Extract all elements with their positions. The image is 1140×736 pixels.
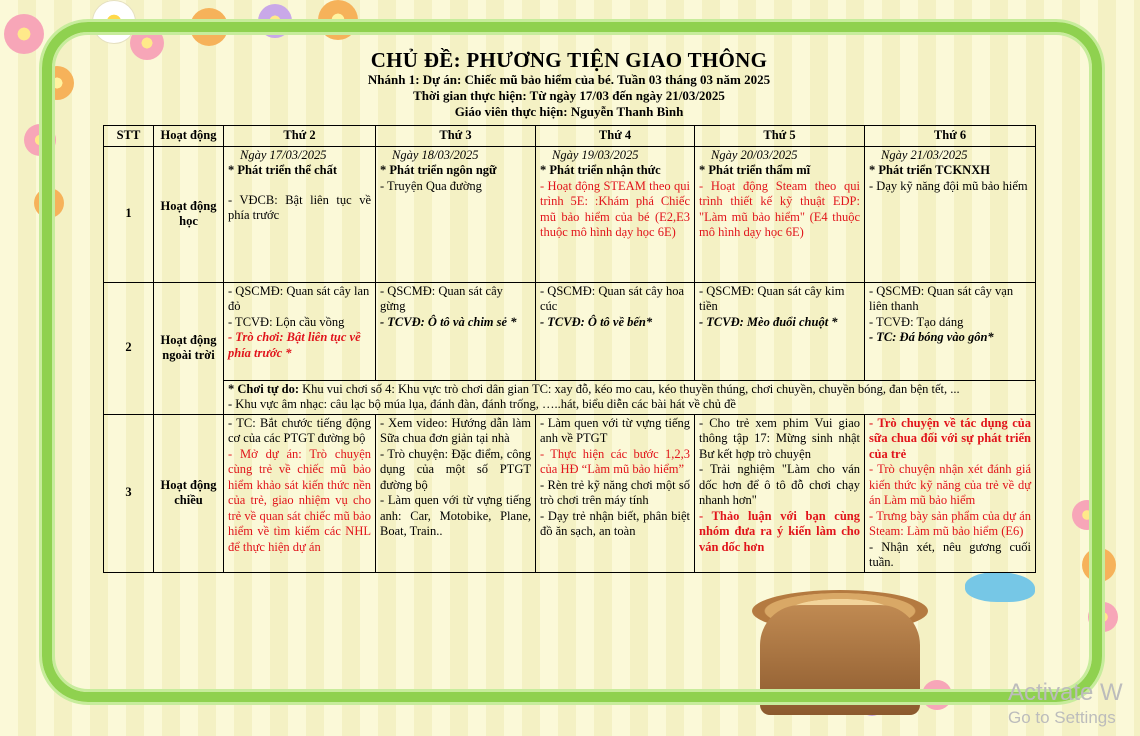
row-activity: Hoạt động học (154, 146, 224, 282)
table-row (104, 146, 1036, 282)
cell-text: - Trưng bày sản phẩm của dự án Steam: Làm mũ bảo hiểm (E6) (869, 508, 1031, 538)
header-tuesday: Thứ 3 (376, 126, 536, 147)
cell-text: - VĐCB: Bật liên tục về phía trước (228, 192, 371, 222)
cell-friday (865, 414, 1036, 572)
cell-wednesday (536, 282, 695, 380)
cell-monday (224, 282, 376, 380)
cell-text: - Cho trẻ xem phim Vui giao thông tập 17: Mừng sinh nhật Bư kết hợp trò chuyện (699, 415, 860, 461)
cell-text: - Làm quen với từ vựng tiếng anh: Car, Motobike, Plane, Boat, Train.. (380, 493, 531, 538)
cell-text: - Hoạt động STEAM theo qui trình 5E: :Khám phá Chiếc mũ bảo hiểm của bé (E2,E3 thuộc mô hình dạy học 6E) (540, 178, 690, 239)
cell-text: - QSCMĐ: Quan sát cây gừng (380, 283, 503, 313)
cell-text: - Thảo luận với bạn cùng nhóm đưa ra ý kiến làm cho ván dốc hơn (699, 508, 860, 554)
header-stt: STT (104, 126, 154, 147)
cell-text: - QSCMĐ: Quan sát cây hoa cúc (540, 283, 685, 313)
cell-monday (224, 146, 376, 282)
table-row (104, 414, 1036, 572)
cell-text: - TCVĐ: Tạo dáng (869, 314, 964, 329)
cell-heading: * Phát triển ngôn ngữ (380, 163, 497, 177)
cell-text: - Dạy trẻ nhận biết, phân biệt đồ ăn sạch, an toàn (540, 508, 690, 538)
cell-heading: * Phát triển thẩm mĩ (699, 163, 811, 177)
header-wednesday: Thứ 4 (536, 126, 695, 147)
flower-decoration (4, 14, 44, 54)
cell-game: - TCVĐ: Mèo đuổi chuột * (699, 314, 838, 329)
cell-text: - Nhận xét, nêu gương cuối tuần. (869, 539, 1031, 569)
header-monday: Thứ 2 (224, 126, 376, 147)
header-block (103, 48, 1035, 120)
cell-game: - TC: Đá bóng vào gôn* (869, 330, 994, 344)
cell-date: Ngày 19/03/2025 (552, 147, 639, 162)
cell-text: - Rèn trẻ kỹ năng chơi một số trò chơi trên máy tính (540, 477, 690, 507)
cell-text: - QSCMĐ: Quan sát cây kim tiền (699, 283, 845, 313)
cell-text: - Thực hiện các bước 1,2,3 của HĐ “Làm mũ bảo hiểm” (540, 446, 690, 476)
cell-text: - QSCMĐ: Quan sát cây lan đỏ (228, 283, 370, 313)
document-content (103, 40, 1035, 573)
table-header-row (104, 126, 1036, 147)
activation-watermark (1008, 680, 1123, 728)
row-activity: Hoạt động ngoài trời (154, 282, 224, 414)
cell-thursday (695, 146, 865, 282)
cell-text: - Trải nghiệm "Làm cho ván dốc hơn để ô tô đỗ chơi chạy nhanh hơn" (699, 462, 860, 507)
cell-tuesday (376, 414, 536, 572)
cell-wednesday (536, 146, 695, 282)
page-title: CHỦ ĐỀ: PHƯƠNG TIỆN GIAO THÔNG (370, 48, 768, 72)
cell-game: - Trò chơi: Bật liên tục về phía trước * (228, 330, 361, 360)
free-play-content: Khu vui chơi số 4: Khu vực trò chơi dân gian TC: xay đỗ, kéo mo cau, kéo thuyền thúng, chơi chuyền, chuyền bóng, đan bện tết, ... (299, 381, 960, 396)
table-row (104, 380, 1036, 414)
cell-text: - Xem video: Hướng dẫn làm Sữa chua đơn giản tại nhà (380, 415, 531, 445)
subtitle-time: Thời gian thực hiện: Từ ngày 17/03 đến ngày 21/03/2025 (413, 88, 725, 103)
cell-tuesday (376, 282, 536, 380)
cell-friday (865, 282, 1036, 380)
row-stt: 3 (104, 414, 154, 572)
row-stt: 2 (104, 282, 154, 414)
watermark-line1: Activate W (1008, 679, 1123, 706)
cell-text: - QSCMĐ: Quan sát cây vạn liên thanh (869, 283, 1014, 313)
row-stt: 1 (104, 146, 154, 282)
cell-date: Ngày 17/03/2025 (240, 147, 327, 162)
cell-text: - Hoạt động Steam theo qui trình thiết kế kỹ thuật EDP: "Làm mũ bảo hiểm" (E4 thuộc mô hình dạy học 6E) (699, 178, 860, 239)
cell-wednesday (536, 414, 695, 572)
header-friday: Thứ 6 (865, 126, 1036, 147)
cell-heading: * Phát triển nhận thức (540, 163, 661, 177)
cell-text: - Trò chuyện: Đặc điểm, công dụng của một số PTGT đường bộ (380, 446, 531, 492)
subtitle-teacher: Giáo viên thực hiện: Nguyễn Thanh Bình (454, 104, 684, 119)
cell-free-play (224, 380, 1036, 414)
table-row (104, 282, 1036, 380)
cell-text: - Làm quen với từ vựng tiếng anh về PTGT (540, 415, 690, 445)
cell-text: - Trò chuyện về tác dụng của sữa chua đối với sự phát triển của trẻ (869, 415, 1031, 461)
watermark-line2: Go to Settings (1008, 708, 1116, 727)
row-activity: Hoạt động chiều (154, 414, 224, 572)
music-area-text: - Khu vực âm nhạc: câu lạc bộ múa lụa, đánh đàn, đánh trống, …..hát, biểu diễn các bài hát về chủ đề (228, 397, 736, 411)
cell-date: Ngày 18/03/2025 (392, 147, 479, 162)
cell-text: - TCVĐ: Lộn cầu vồng (228, 314, 345, 329)
header-thursday: Thứ 5 (695, 126, 865, 147)
cell-game: - TCVĐ: Ô tô và chim sẻ * (380, 314, 517, 329)
free-play-label: * Chơi tự do: (228, 381, 300, 396)
cell-thursday (695, 282, 865, 380)
cell-text: - Mở dự án: Trò chuyện cùng trẻ về chiếc mũ bảo hiểm khảo sát kiến thức nền của trẻ, giao nhiệm vụ cho trẻ về quan sát chiếc mũ bảo hiểm về tìm kiếm các NHL để thực hiện dự án (228, 446, 371, 554)
free-play-text (228, 382, 1031, 398)
cell-text: - Trò chuyện nhận xét đánh giá kiến thức kỹ năng của trẻ về dự án Làm mũ bảo hiểm (869, 462, 1031, 507)
cell-game: - TCVĐ: Ô tô về bến* (540, 314, 653, 329)
cell-monday (224, 414, 376, 572)
subtitle-branch: Nhánh 1: Dự án: Chiếc mũ bảo hiểm của bé. Tuần 03 tháng 03 năm 2025 (367, 72, 771, 87)
cell-heading: * Phát triển TCKNXH (869, 163, 990, 177)
cell-date: Ngày 20/03/2025 (711, 147, 798, 162)
cell-heading: * Phát triển thể chất (228, 163, 338, 177)
cell-text: - Truyện Qua đường (380, 178, 482, 193)
cell-thursday (695, 414, 865, 572)
schedule-table (103, 125, 1036, 573)
cell-text: - Dạy kỹ năng đội mũ bảo hiểm (869, 178, 1028, 193)
cell-date: Ngày 21/03/2025 (881, 147, 968, 162)
header-activity: Hoạt động (154, 126, 224, 147)
cell-text: - TC: Bắt chước tiếng động cơ của các PTGT đường bộ (228, 415, 371, 445)
cell-friday (865, 146, 1036, 282)
cell-tuesday (376, 146, 536, 282)
